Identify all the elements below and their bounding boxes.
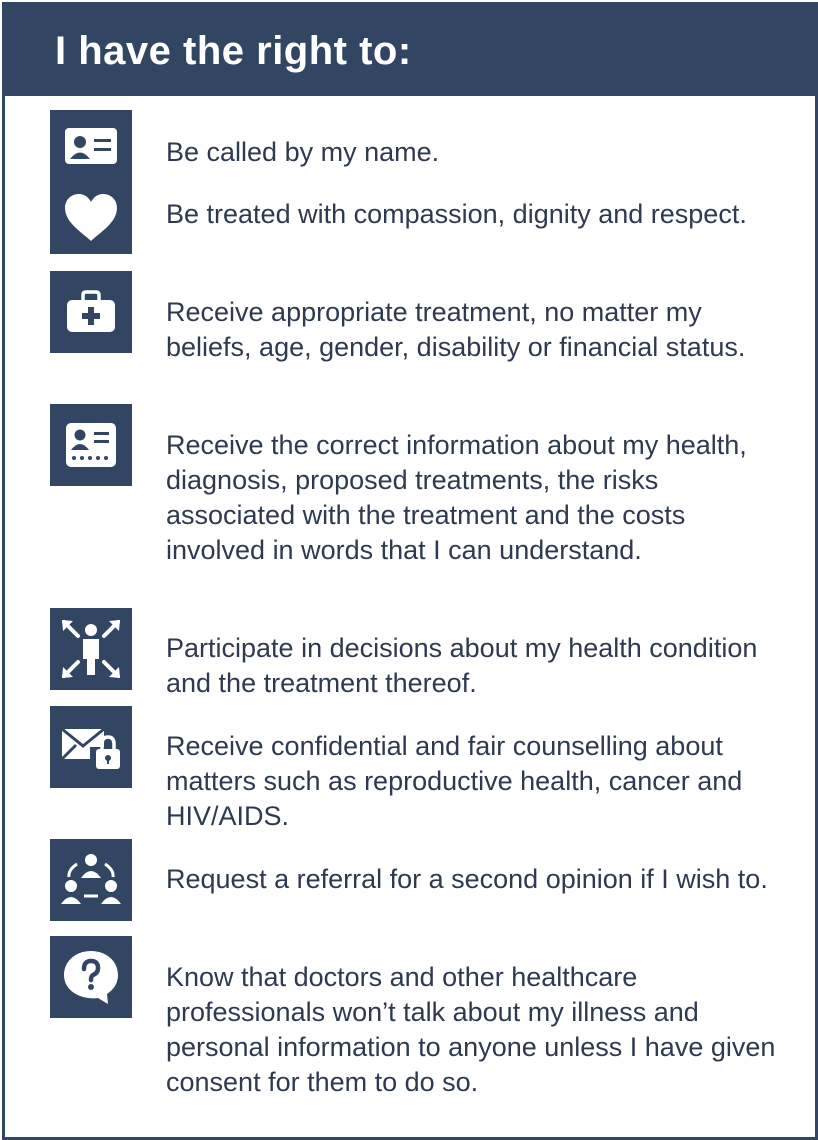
list-item: Be called by my name. <box>166 137 440 167</box>
list-item: Participate in decisions about my health condition and the treatment thereof. <box>166 633 758 698</box>
list-item: Receive appropriate treatment, no matter my beliefs, age, gender, disability or financial status. <box>166 297 746 362</box>
list-item: Know that doctors and other healthcare professionals won’t talk about my illness and personal information to anyone unless I have given consent for them to do so. <box>166 962 776 1097</box>
page-title: I have the right to: <box>55 29 412 73</box>
patient-record-icon <box>50 404 132 486</box>
medical-kit-icon <box>50 271 132 353</box>
heart-icon <box>50 182 132 254</box>
list-item: Request a referral for a second opinion if I wish to. <box>166 864 768 894</box>
id-card-icon <box>50 110 132 182</box>
card-header <box>5 5 815 96</box>
list-item: Be treated with compassion, dignity and respect. <box>166 199 747 229</box>
list-item: Receive the correct information about my health, diagnosis, proposed treatments, the risks associated with the treatment and the costs involved in words that I can understand. <box>166 430 747 565</box>
decision-arrows-icon <box>50 608 132 690</box>
privacy-question-icon <box>50 936 132 1018</box>
list-item: Receive confidential and fair counselling about matters such as reproductive health, cancer and HIV/AIDS. <box>166 731 743 831</box>
referral-people-icon <box>50 839 132 921</box>
confidential-mail-icon <box>50 706 132 788</box>
